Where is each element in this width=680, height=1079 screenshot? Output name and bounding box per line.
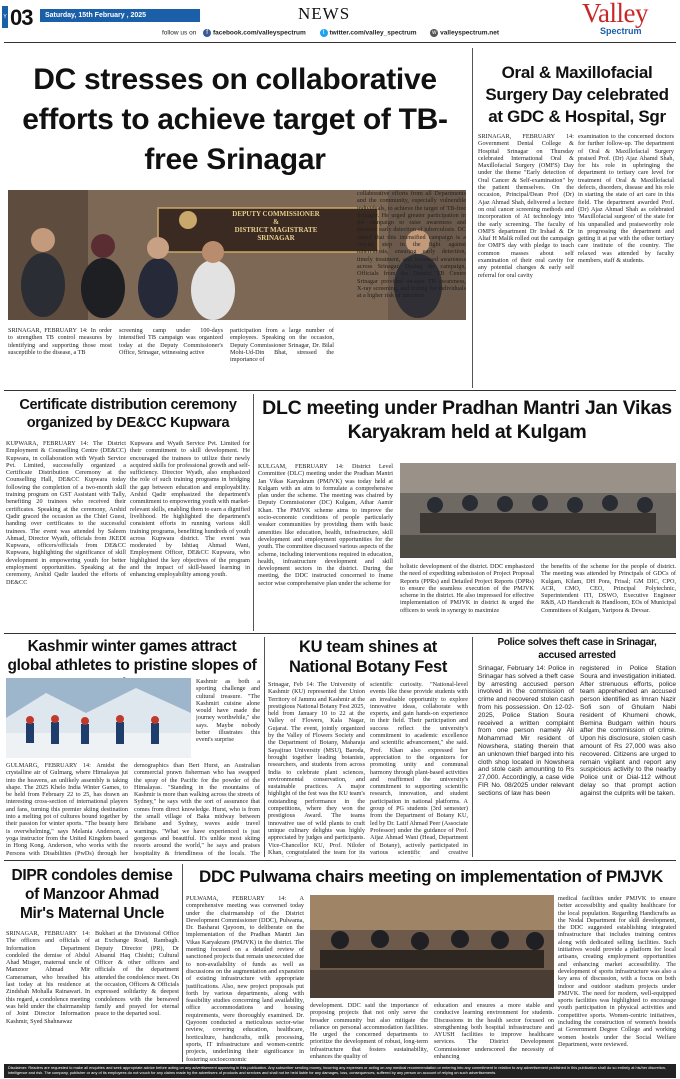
facebook-icon: f bbox=[203, 29, 211, 37]
cert-col1: KUPWARA, FEBRUARY 14: The District Employment & Counselling Centre (DE&CC) Kupwara, in collaboration with Wyath Service Pvt. Limited, successfully organized a Certificate Distribution Ceremony at the Counselling Hall, DE&CC Kupwara today following the completion of a two-month skill training program on GST Assistant with Tally, benefiting 20 trainees who received their certificates. Speaking at the ceremony, Arshid Qadir graced the occasion as the Chief Guest, handing over certificates to the successful trainees. The event was attended by Saleem Ahmad, Director Wyath, officials from JKEDI Kupwara, officers/officials from DE&CC Kupwara, highlighting the significance of skill development in empowering youth for better employment opportunities. Speaking at the ceremony, Arshid Qadir lauded the efforts of DE&CC bbox=[6, 440, 126, 586]
dipr-headline: DIPR condoles demise of Manzoor Ahmad Mir's Maternal Uncle bbox=[11, 867, 173, 922]
ddc-photo bbox=[310, 895, 554, 998]
dlc-col3: the benefits of the scheme for the people of district. The meeting was attended by Principals of GDCs of Kulgam, Kilam, DH Pora, Frisal; GM DIC, CPO, ACR, CMO, CEO, Principal Polytechnic, Superintendent ITI, DSWO, Executive Engineer R&B, AD Handicraft & Handloom, EOs of Municipal Committees of Kulgam, Yaripora & Devsar. bbox=[541, 563, 676, 614]
ddc-photo-art bbox=[310, 895, 554, 998]
lead-headline: DC stresses on collaborative efforts to achieve target of TB-free Srinagar bbox=[22, 63, 448, 176]
twitter-link[interactable]: twitter.com/valley_spectrum bbox=[329, 29, 417, 37]
dlc-headline: DLC meeting under Pradhan Mantri Jan Vikas Karyakram held at Kulgam bbox=[262, 397, 672, 443]
kashmir-headline: Kashmir winter games attract global athletes to pristine slopes of bbox=[7, 638, 257, 674]
row3-rule bbox=[4, 860, 676, 861]
dipr-col2: Bukhari at the Divisional Office at Exchange Road, Rambagh. Deputy Director (PR), Dr Ahsanul Haq Chishti; Cultural Officer & other officers and officials of the department attended the condolence meet. On the occasion, Officers & Officials expressed solidarity & deepest condolences with the bereaved family and prayed for eternal peace to the departed soul. bbox=[95, 930, 179, 1018]
police-headline: Police solves theft case in Srinagar, accused arrested bbox=[497, 637, 657, 661]
header-rule bbox=[4, 42, 676, 43]
cert-headline: Certificate distribution ceremony organized by DE&CC Kupwara bbox=[19, 397, 237, 431]
oral-col1: SRINAGAR, FEBRUARY 14: Government Dental College & Hospital Srinagar on Thursday celebrated International Oral & Maxillofacial Surgery (OMFS) Day under the theme "Early detection of Oral Cancer & Self-examination" by the patient themselves. On the occasion, Principal/Dean Prof (Dr) Ajaz Ahmad Shah, delivered a lecture on oral cancer screening methods and incorporation of AI technology into the early screening. The faculty of OMFS department Dr Irshad & Dr Altaf H Malik rolled out the campaign for OMFS day with pledge to teach common masses about self examination of their oral cavity for any potential changes & early self referral for oral cavity bbox=[478, 133, 574, 279]
kashmir-photo-art bbox=[6, 678, 191, 758]
ddc-col4: medical facilities under PMJVK to ensure better accessibility and quality healthcare for the local population. Regarding Handicrafts as the Nodal Department for skill development, the DDC suggested establishing integrated infrastructure that includes training centres along with dedicated selling facilities. Such initiatives would provide a platform for local artisans, creating employment opportunities and enhancing market accessibility. The development of sports infrastructure was also a key area of discussion, with a focus on both indoor and outdoor stadium projects under PMJVK. The need for modern, well-equipped sports facilities was highlighted to encourage youth participation in physical activities and competitive sports. Women-centric initiatives, including the construction of women's hostels at Government Degree College and working women hostels under the Social Welfare Department, were reviewed. bbox=[558, 895, 676, 1048]
dipr-col1: SRINAGAR, FEBRUARY 14: The officers and officials of Information Department condoled the demise of Abdul Ahad Misger, maternal uncle of Manzoor Ahmad Mir Cameraman, who breathed his last today at his residence at Zindshah Mohalla Rainawari. In this regard, a condolence meeting was held under the chairmanship of Joint Director Information Kashmir, Syed Shahnawaz bbox=[6, 930, 90, 1025]
photo-sign-line3: DISTRICT MAGISTRATE bbox=[234, 226, 318, 234]
photo-sign-line4: SRINAGAR bbox=[257, 234, 295, 242]
oral-col2: examination to the concerned doctors for further follow-up. The department of Oral & Maxillofacial Surgery praised Prof. (Dr) Ajaz Ahamd Shah, for his role in upbringing the department to tertiary care level for treatment of Oral & Maxillofacial defects, disorders, disease and his role in starting the state of art care in this field. The department awarded Prof. (Dr) Ajaz Ahmad Shah as celebrated 'Maxillofacial surgeon' of the state for his unparalled and praiseworthy role in progressing the department and getting it at par with the other tertiary care institute of the country. The relaxed was attended by faculty members, staff & students. bbox=[578, 133, 674, 265]
lead-col4: collaborative efforts from all Departments and the community, especially vulnerable individuals, to achieve the target of TB-free Srinagar. He urged greater participation in the campaign to raise awareness and promote early detection of tuberculosis. DC added that this intensified campaign is a crucial step in the fight against tuberculosis, ensuring early detection, timely treatment, and increased awareness across Srinagar. During the campaign, Officials from the District TB Centre Srinagar provided on-spot TB awareness, X-ray screening, and testing for individuals at a higher risk of infection. bbox=[357, 190, 466, 300]
brand-title: Valley bbox=[582, 0, 648, 28]
ddc-col3: education and ensures a more stable and conducive learning environment for students. Discussions in the health sector focused on strengthening both hospital infrastructure and AYUSH facilities to improve healthcare services. The District Development Commissioner underscored the necessity of enhancing bbox=[434, 1002, 554, 1061]
web-icon: w bbox=[432, 30, 437, 36]
dlc-col2: holistic development of the district. DDC emphasized the need of expediting submission of Project Proposal Reports (PPRs) and Detailed Project Reports (DPRs) to ensure the seamless execution of the PMJVK scheme in the district. He also impressed for effective implementation of PMJVK in district & urged the officers to work in synergy to maximize bbox=[400, 563, 534, 614]
website-link[interactable]: valleyspectrum.net bbox=[440, 29, 500, 37]
ku-divider bbox=[472, 637, 473, 857]
lead-divider bbox=[472, 48, 473, 388]
date-bar bbox=[40, 9, 200, 22]
facebook-link[interactable]: facebook.com/valleyspectrum bbox=[212, 29, 306, 37]
dipr-divider bbox=[182, 864, 183, 1062]
kashmir-col1-top: Kashmir as both a sporting challenge and cultural treasure. "The Kashmiri cuisine alone would have made the journey worthwhile," she says. Maybe nobody better illustrates this event's surprise bbox=[196, 678, 260, 744]
cert-divider bbox=[253, 394, 254, 631]
ku-col1: Srinagar, Feb 14: The University of Kashmir (KU) represented the Union Territory of Jammu and Kashmir at the prestigious National Botany Fest 2025, held from January 10 to 22 at the Valley of Flowers, Kala Nagar, Gujarat. The event, jointly organized by the Valley of Flowers Society and the Department of Botany, Maharaja Sayajirao University (MSU), Baroda, brought together leading botanists, researchers, and students from across India to celebrate plant sciences, environmental conservation, and sustainable practices. A major highlight of the fest was the KU team's outstanding performance in the competitions, where they won the prestigious Award. The teams innovative use of wild plants to craft unique culinary delights was highly appreciated by judges and participants. Vice-Chancellor KU, Prof. Nilofer Khan, congratulated the team for its bbox=[268, 681, 365, 856]
ku-headline: KU team shines at National Botany Fest bbox=[288, 638, 448, 676]
row1-rule bbox=[4, 390, 676, 391]
kashmir-col1: GULMARG, FEBRUARY 14: Amidst the crystalline air of Gulmarg, where Himalayas jut into the heavens, an unlikely assembly is taking shape. The 2025 Khelo India Winter Games, to be held from February 22 to 25, has drawn an interesting cross-section of international players and fans, turning this premier skiing destination into a melting pot of cultures bound together by their passion for winter sports. "The beauty here is overwhelming," says Melania Anderson, a yoga instructor from the United Kingdom based in Hong Kong. Anderson, who works with the Persons with Disabilities (PwDs) through her bbox=[6, 762, 128, 856]
brand-subtitle: Spectrum bbox=[600, 26, 642, 36]
lead-col3: participation from a large number of employees. Speaking on the occasion, Deputy Commissioner Srinagar, Dr. Bilal Mohi-Ud-Din Bhat, stressed the importance of bbox=[230, 327, 334, 364]
ddc-col2: development. DDC said the importance of proposing projects that not only serve the broader community but also mitigate the reliance on personal accommodation facilities. He urged the concerned departments to prioritize the development of robust, long-term infrastructure that fosters sustainability, enhances the quality of bbox=[310, 1002, 428, 1061]
twitter-icon: t bbox=[320, 29, 328, 37]
page-tag: Y bbox=[2, 6, 8, 28]
issue-date: Saturday, 15th February , 2025 bbox=[45, 12, 147, 19]
row2-rule bbox=[4, 633, 676, 634]
ku-col2: scientific curiosity. "National-level events like these provide students with an invaluable opportunity to explore innovative ideas, collaborate with experts, and gain hands-on experience in their field. Their participation and success reflect the university's commitment to academic excellence and scientific advancement," she said. Prof. Khan also expressed her appreciation to the organizers for promoting unity and communal harmony through plant-based activities and reaffirmed the university's commitment to supporting scientific research, innovation, and student participation in national platforms. A group of PG students (3rd semester) from the Department of Botany KU, led by Dr. Latif Ahmad Peer (Associate Professor) under the guidance of Prof. Aijaz Ahmad Wani (Head, Department of Botany), actively participated in various scientific and creative bbox=[370, 681, 468, 856]
kashmir-divider bbox=[264, 637, 265, 857]
dlc-col1: KULGAM, FEBRUARY 14: District Level Committee (DLC) meeting under the Pradhan Mantri Jan Vikas Karyakram (PMJVK) was today held at Kulgam with an aim to formulate a comprehensive plan under the scheme. The meeting was chaired by Deputy Commissioner (DC) Kulgam, Athar Aamir Khan. The PMJVK scheme aims to improve the socio-economic conditions of people particularly weaker communities by providing them with basic amenities like education, health, infrastructure, skill development and employment opportunities for the youth. The committee discussed various aspects of the scheme, including interventions required in education, health, infrastructure development and skill development sectors in the district. During the meeting, the DDC instructed concerned to frame sector wise comprehensive plan under the scheme for bbox=[258, 463, 393, 587]
social-bar bbox=[162, 29, 499, 41]
page-number: 03 bbox=[10, 5, 33, 30]
dlc-photo bbox=[400, 463, 676, 558]
cert-col2: Kupwara and Wyath Service Pvt. Limited for their commitment to skill development. He encouraged the trainees to utilize their newly acquired skills for professional growth and self-sufficiency. Director Wyath, also emphasized the role of such training programs in bridging the gap between education and employability. Arshid Qadir emphasized the department's commitment to empowering youth with market-relevant skills, enabling them to earn a dignified livelihood. He highlighted the department's consistent efforts in running various skill training programs, benefiting hundreds of youth across Kupwara district. The event was moderated by Ishtiaq Ahmad Wani, Employment Officer, DE&CC Kupwara, who highlighted the key objectives of the program and the impact of skill-based learning in enhancing employability among youth. bbox=[130, 440, 250, 579]
lead-col2: screening camp under 100-days intensified TB campaign was organized today at the Deputy Commissioner's Office, Srinagar, witnessing active bbox=[119, 327, 223, 356]
masthead bbox=[0, 0, 680, 36]
police-col2: registered in Police Station Soura and investigation initiated. After strenuous efforts, police team apprehended an accused person identified as Imran Nazir Sofi son of Ghulam Nabi resident of Khumeni chowk, Bemina Budgam within hours after the commission of crime. Upon his disclosure, stolen cash amount of Rs 27,000 was also recovered. Citizens are urged to remain vigilant and report any suspicious activity to the nearby Police unit or Dial-112 without delay so that prompt action against the culprits will be taken. bbox=[580, 665, 676, 797]
brand-logo bbox=[582, 0, 678, 38]
ddc-headline: DDC Pulwama chairs meeting on implementation of PMJVK bbox=[199, 867, 663, 886]
oral-headline: Oral & Maxillofacial Surgery Day celebrated at GDC & Hospital, Sgr bbox=[485, 63, 669, 126]
lead-col1: SRINAGAR, FEBRUARY 14: In order to strengthen TB control measures by identifying and supporting those most susceptible to the disease, a TB bbox=[8, 327, 112, 356]
photo-sign-line2: & bbox=[273, 218, 279, 226]
follow-label: follow us on bbox=[162, 29, 197, 37]
kashmir-col2: demographics than Bert Hurst, an Australian commercial prawn fisherman who has swapped the spray of the Pacific for the powder of the Himalayas. "Standing in the mountains of Kashmir is more than walking across the streets of Sydney," he says with the sort of assurance that comes from direct knowledge. Hurst, who is from the small village of Baka midway between Brisbane and Sydney, waves aside travel warnings. "What we have experienced is just gorgeous and beautiful. It's unlike most skiing resorts around the world," he says and praises hospitality & friendliness of the locals. The bbox=[134, 762, 260, 856]
section-title: NEWS bbox=[298, 4, 351, 23]
police-col1: Srinagar, February 14: Police in Srinagar has solved a theft case by arresting accused person involved in the commission of crime and recovered stolen cash from his possession. On 12-02-2025, Police Station Soura received a written complaint from one person namely Ali Mohammad Mir resident of Nowshera, stating therein that an unknown thief barged into his cloth shop located in Nowshera and stole cash amounting to Rs 27,000. Accordingly, a case vide FIR No. 08/2025 under relevant sections of law has been bbox=[478, 665, 574, 797]
ddc-col1: PULWAMA, FEBRUARY 14: A comprehensive meeting was convened today under the chairmanship of the District Development Commissioner (DDC), Pulwama, Dr. Basharat Qayoom, to deliberate on the implementation of the Pradhan Mantri Jan Vikas Karyakram (PMJVK) in the district. The meeting focused on a detailed review of sanctioned projects that remain unexecuted due to non-availability of funds as well as discussions on the augmentation and expansion of existing infrastructure with appropriate justifications. Also, new project proposals put forth by various departments, along with feasibility studies concerning land availability, office accommodations and housing requirements, were thoroughly examined. Dr. Qayoom conducted a meticulous sector-wise review, covering education, healthcare, horticulture, handicrafts, milk processing, sports, IT infrastructure and women-centric projects, underlining their significance in fostering socioeconomic bbox=[186, 895, 304, 1062]
disclaimer-text: Disclaimer: Readers are requested to make all enquiries and seek appropriate advice before acting on any advertisement appearing in this publication. Any subscriber sending money, incurring any expenses or acting on any medical recommendation or entering into any commitment in relation to any advertisement published in this publication shall do so entirely at his/her discretion, intelligence and risk. The company, publisher or any of its employees do not vouch for any claims made by the advertisers of products and services and shall not be held liable for any damages, loss, consequences, suffered by any person on account of relying on such advertisements. bbox=[8, 1065, 667, 1075]
photo-sign bbox=[176, 210, 376, 242]
kashmir-photo bbox=[6, 678, 191, 758]
photo-sign-line1: DEPUTY COMMISSIONER bbox=[232, 210, 320, 218]
dlc-photo-art bbox=[400, 463, 676, 558]
disclaimer-bar bbox=[4, 1064, 676, 1078]
